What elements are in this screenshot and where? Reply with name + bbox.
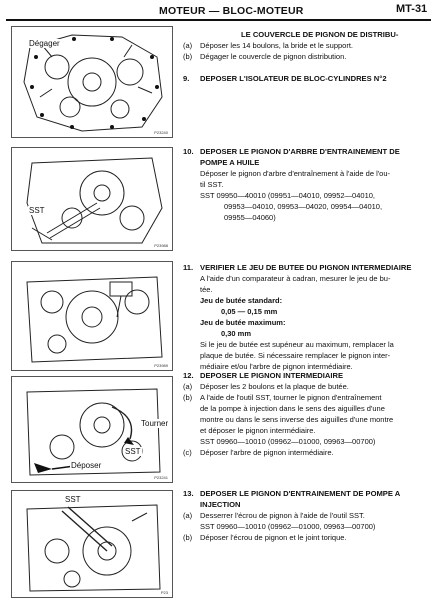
section-number: 13. [183,489,194,498]
section-number: 11. [183,263,194,272]
section-11-note: plaque de butée. Si nécessaire remplacer le pignon inter- [200,351,391,360]
section-11-note: médiaire et/ou l'arbre de pignon intermédiaire. [200,362,353,371]
figure-label-sst: SST [125,447,141,456]
oil-pump-gear-illustration [12,148,172,250]
figure-code: P23989 [154,363,168,368]
step-text: Déposer l'écrou de pignon et le joint torique. [200,533,347,542]
step-text: Dégager le couvercle de pignon distribution. [200,52,347,61]
section-10-heading [183,146,427,168]
section-10-body: til SST. [200,180,224,189]
section-number: 9. [183,74,190,83]
section-12 [183,370,427,458]
section-8-step-a [183,40,427,51]
figure-label-sst: SST [65,495,81,504]
step-text: A l'aide de l'outil SST, tourner le pignon d'entraînement [200,393,382,402]
step-marker: (c) [183,448,192,457]
page-number: MT-31 [396,3,428,15]
step-text: Desserrer l'écrou de pignon à l'aide de l'outil SST. [200,511,365,520]
figure-code: P23241 [154,475,168,480]
figure-timing-cover [11,26,173,138]
step-marker: (b) [183,393,193,402]
step-marker: (b) [183,533,193,542]
step-sst: SST 09960—10010 (09962—01000, 09963—00700) [200,437,376,446]
section-11-body: tée. [200,285,213,294]
section-11-heading [183,262,427,273]
section-10 [183,146,427,223]
step-text: Déposer l'arbre de pignon intermédiaire. [200,448,334,457]
section-10-sst: SST 09950—40010 (09951—04010, 09952—04010, [200,191,376,200]
figure-label-tourner: Tourner [141,419,169,428]
figure-code: P23 [160,590,168,595]
figure-oil-pump-gear [11,147,173,251]
section-10-sst: 09955—04060) [224,213,276,222]
maximum-clearance-value: 0,30 mm [221,329,252,338]
section-11-body: A l'aide d'un comparateur à cadran, mesurer le jeu de bu- [200,274,391,283]
step-marker: (a) [183,41,193,50]
section-12-step-b [183,392,427,447]
section-number: 12. [183,371,194,380]
step-marker: (a) [183,382,193,391]
section-8-step-b [183,51,427,62]
section-title: DEPOSER L'ISOLATEUR DE BLOC-CYLINDRES N°2 [200,74,387,83]
header-rule [6,19,431,21]
step-text: et déposer le pignon intermédiaire. [200,426,316,435]
figure-thrust-clearance [11,261,173,371]
step-text: de la pompe à injection dans le sens des aiguilles d'une [200,404,385,413]
section-13-step-a [183,510,427,532]
section-10-sst: 09953—04010, 09953—04020, 09954—04010, [224,202,383,211]
section-12-step-c [183,447,427,458]
step-marker: (a) [183,511,193,520]
section-title-line: INJECTION [200,500,241,509]
section-13-heading [183,488,427,510]
section-11 [183,262,427,372]
header-title: MOTEUR — BLOC-MOTEUR [159,5,304,17]
section-title: DEPOSER LE PIGNON INTERMEDIAIRE [200,371,344,380]
section-9-heading [183,73,427,84]
section-12-step-a [183,381,427,392]
section-11-note: Si le jeu de butée est supéneur au maximum, remplacer la [200,340,394,349]
figure-label-deposer: Déposer [71,461,102,470]
step-text: montre ou dans le sens inverse des aiguilles d'une montre [200,415,394,424]
standard-clearance-label: Jeu de butée standard: [200,296,283,305]
figure-code: P23988 [154,243,168,248]
injection-pump-gear-illustration [12,491,172,597]
figure-label-sst: SST [29,206,45,215]
section-9 [183,73,427,84]
figure-injection-pump-gear [11,490,173,598]
section-13-step-b [183,532,427,543]
step-marker: (b) [183,52,193,61]
figure-code: P23240 [154,130,168,135]
section-10-body: Déposer le pignon d'arbre d'entraînement à l'aide de l'ou- [200,169,391,178]
step-sst: SST 09960—10010 (09962—01000, 09963—00700) [200,522,376,531]
page-header [0,0,435,22]
figure-idler-gear [11,376,173,483]
step-text: Déposer les 14 boulons, la bride et le support. [200,41,354,50]
section-13 [183,488,427,543]
standard-clearance-value: 0,05 — 0,15 mm [221,307,278,316]
section-title-line: DEPOSER LE PIGNON D'ENTRAINEMENT DE POMPE A [200,489,401,498]
section-title: VERIFIER LE JEU DE BUTEE DU PIGNON INTERMEDIAIRE [200,263,412,272]
section-number: 10. [183,147,194,156]
section-12-heading [183,370,427,381]
section-title-line: DEPOSER LE PIGNON D'ARBRE D'ENTRAINEMENT DE [200,147,400,156]
step-text: Déposer les 2 boulons et la plaque de butée. [200,382,349,391]
section-8 [183,29,427,62]
section-8-title: LE COUVERCLE DE PIGNON DE DISTRIBU- [241,30,399,39]
maximum-clearance-label: Jeu de butée maximum: [200,318,286,327]
figure-label-degager: Dégager [29,39,60,48]
section-title-line: POMPE A HUILE [200,158,260,167]
thrust-clearance-illustration [12,262,172,370]
